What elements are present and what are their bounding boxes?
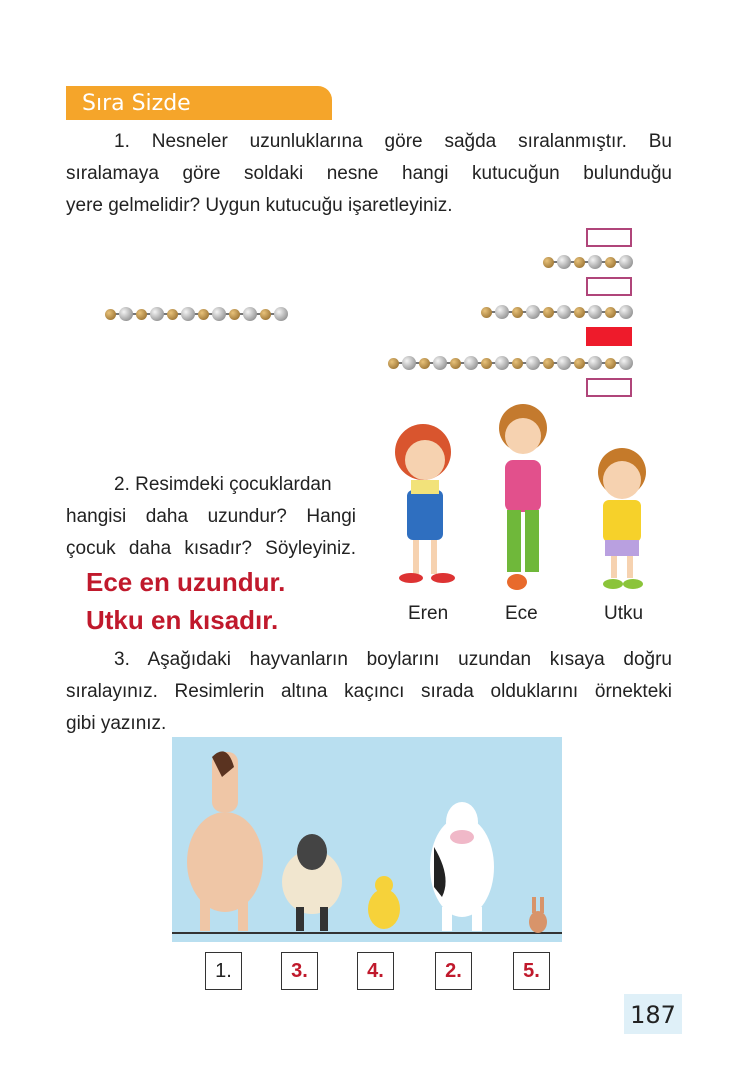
question-2 xyxy=(66,469,356,565)
bead xyxy=(619,305,633,319)
bead xyxy=(588,255,602,269)
child-name-ece: Ece xyxy=(505,603,538,624)
bead xyxy=(588,356,602,370)
q1-line: sıralamaya göre soldaki nesne hangi kutucuğun bulunduğu xyxy=(66,163,672,184)
child-name-utku: Utku xyxy=(604,603,644,624)
children-illustration xyxy=(385,400,675,600)
bead xyxy=(526,305,540,319)
bead xyxy=(512,307,523,318)
bead xyxy=(119,307,133,321)
bead xyxy=(619,356,633,370)
question-3 xyxy=(66,644,672,740)
answer-shortest: Utku en kısadır. xyxy=(86,605,279,635)
bead xyxy=(388,358,399,369)
bead xyxy=(481,358,492,369)
section-header: Sıra Sizde xyxy=(66,86,332,120)
bead xyxy=(433,356,447,370)
answer-box-2[interactable] xyxy=(586,277,632,296)
bead xyxy=(229,309,240,320)
bead xyxy=(557,255,571,269)
animals-illustration xyxy=(172,737,562,942)
bead xyxy=(181,307,195,321)
bead xyxy=(105,309,116,320)
answer-box-4[interactable] xyxy=(586,378,632,397)
bead xyxy=(574,257,585,268)
bead xyxy=(419,358,430,369)
q1-line: 1. Nesneler uzunluklarına göre sağda sıralanmıştır. Bu xyxy=(114,131,672,152)
bead xyxy=(495,356,509,370)
answer-tallest: Ece en uzundur. xyxy=(86,567,286,597)
bead xyxy=(243,307,257,321)
rank-box-cow[interactable]: 2. xyxy=(435,952,472,990)
bead xyxy=(495,305,509,319)
bead xyxy=(481,307,492,318)
child-name-eren: Eren xyxy=(408,603,449,624)
bead xyxy=(605,307,616,318)
bead xyxy=(167,309,178,320)
bead xyxy=(450,358,461,369)
bead xyxy=(574,358,585,369)
bead xyxy=(605,358,616,369)
q2-line: 2. Resimdeki çocuklardan xyxy=(114,474,332,495)
q3-line: 3. Aşağıdaki hayvanların boylarını uzundan kısaya doğru xyxy=(114,649,672,670)
bead xyxy=(543,307,554,318)
page-number: 187 xyxy=(624,994,682,1034)
bead xyxy=(619,255,633,269)
bead xyxy=(526,356,540,370)
bead xyxy=(464,356,478,370)
bead xyxy=(136,309,147,320)
bead xyxy=(402,356,416,370)
q3-line: sıralayınız. Resimlerin altına kaçıncı sırada olduklarını örnekteki xyxy=(66,681,672,702)
rank-box-sheep[interactable]: 3. xyxy=(281,952,318,990)
eren-figure xyxy=(395,424,455,583)
ece-figure xyxy=(499,404,547,590)
answer-box-3-checked[interactable] xyxy=(586,327,632,346)
q1-line: yere gelmelidir? Uygun kutucuğu işaretleyiniz. xyxy=(66,195,453,216)
rank-box-rabbit[interactable]: 5. xyxy=(513,952,550,990)
bead xyxy=(512,358,523,369)
bead xyxy=(605,257,616,268)
q2-line: hangisi daha uzundur? Hangi xyxy=(66,506,356,527)
utku-figure xyxy=(598,448,646,589)
q2-line: çocuk daha kısadır? Söyleyiniz. xyxy=(66,538,356,559)
bead xyxy=(557,356,571,370)
bead xyxy=(543,257,554,268)
bead xyxy=(543,358,554,369)
bead xyxy=(198,309,209,320)
q3-line: gibi yazınız. xyxy=(66,713,167,734)
rank-box-chick[interactable]: 4. xyxy=(357,952,394,990)
bead xyxy=(260,309,271,320)
bead xyxy=(557,305,571,319)
bead xyxy=(150,307,164,321)
answer-box-1[interactable] xyxy=(586,228,632,247)
bead xyxy=(588,305,602,319)
rank-box-horse[interactable]: 1. xyxy=(205,952,242,990)
bead xyxy=(212,307,226,321)
question-1 xyxy=(66,126,672,222)
bead xyxy=(574,307,585,318)
bead xyxy=(274,307,288,321)
